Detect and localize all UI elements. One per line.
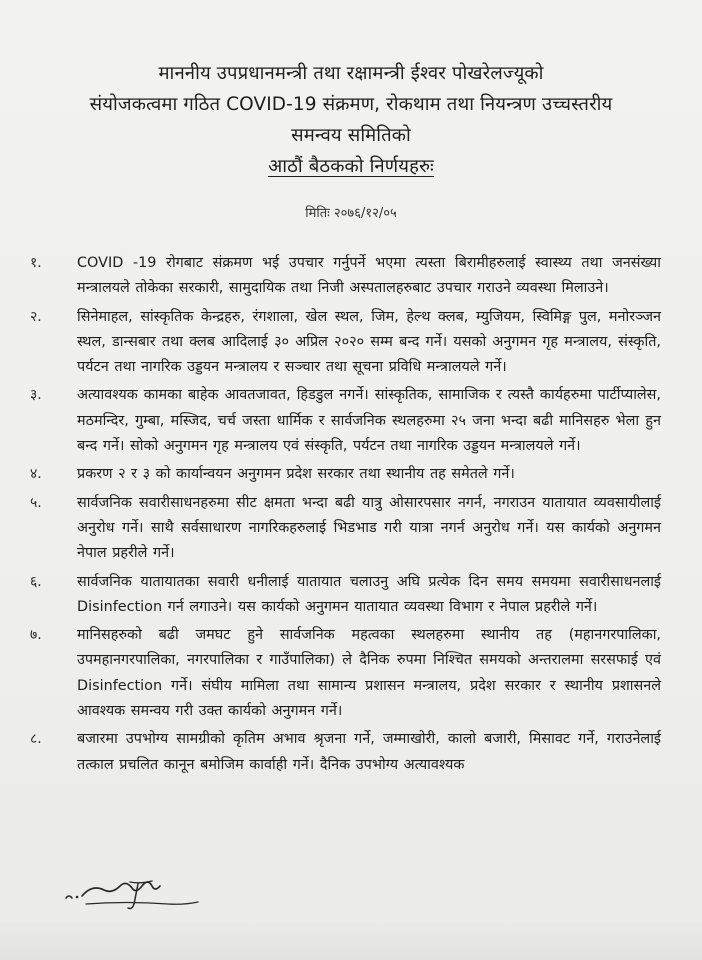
decision-number: ३. xyxy=(30,387,42,404)
decision-number: ६. xyxy=(30,573,42,590)
document-header xyxy=(0,58,702,182)
decision-text: अत्यावश्यक कामका बाहेक आवतजावत, हिडडुल नगर्ने। सांस्कृतिक, सामाजिक र त्यस्तै कार्यहरुमा पार्टीप्यालेस, मठमन्दिर, गुम्बा, मस्जिद, चर्च जस्ता धार्मिक र सार्वजनिक स्थलहरुमा २५ जना भन्दा बढी मानिसहरु भेला हुन बन्द गर्ने। सोको अनुगमन गृह मन्त्रालय एवं संस्कृति, पर्यटन तथा नागरिक उड्डयन मन्त्रालयले गर्ने। xyxy=(77,387,661,455)
document-date: मितिः २०७६/१२/०५ xyxy=(305,206,397,221)
decision-number: ७. xyxy=(30,627,42,644)
meeting-decisions-title: आठौं बैठकको निर्णयहरुः xyxy=(268,156,434,177)
paper-shadow xyxy=(0,920,702,960)
decision-item-2 xyxy=(0,305,702,381)
decision-text: बजारमा उपभोग्य सामग्रीको कृतिम अभाव श्रृजना गर्ने, जम्माखोरी, कालो बजारी, मिसावट गर्ने, गराउनेलाई तत्काल प्रचलित कानून बमोजिम कार्वाही गर्ने। दैनिक उपभोग्य अत्यावश्यक xyxy=(77,731,661,773)
decision-text: COVID -19 रोगबाट संक्रमण भई उपचार गर्नुपर्ने भएमा त्यस्ता बिरामीहरुलाई स्वास्थ्य तथा जनसंख्या मन्त्रालयले तोकेका सरकारी, सामुदायिक तथा निजी अस्पतालहरुबाट उपचार गराउने व्यवस्था मिलाउने। xyxy=(77,255,661,297)
decision-item-8 xyxy=(0,727,702,778)
decision-item-4 xyxy=(0,462,702,487)
decision-list xyxy=(0,251,702,781)
decision-number: १. xyxy=(30,255,42,271)
decision-text: प्रकरण २ र ३ को कार्यान्वयन अनुगमन प्रदेश सरकार तथा स्थानीय तह समेतले गर्ने। xyxy=(77,466,515,483)
decision-item-6 xyxy=(0,570,702,621)
handwritten-signature-icon xyxy=(62,876,212,910)
decision-number: २. xyxy=(30,308,42,325)
decision-number: ५. xyxy=(30,494,42,511)
decision-item-7 xyxy=(0,623,702,724)
decision-item-5 xyxy=(0,491,702,567)
decision-item-1 xyxy=(0,251,702,302)
decision-number: ८. xyxy=(30,731,42,748)
header-line-1: माननीय उपप्रधानमन्त्री तथा रक्षामन्त्री ईश्वर पोखरेलज्यूको xyxy=(158,63,544,84)
decision-number: ४. xyxy=(30,466,42,483)
header-line-3: समन्वय समितिको xyxy=(291,125,411,146)
decision-text: मानिसहरुको बढी जमघट हुने सार्वजनिक महत्वका स्थलहरुमा स्थानीय तह (महानगरपालिका, उपमहानगरपालिका, नगरपालिका र गाउँपालिका) ले दैनिक रुपमा निश्चित समयको अन्तरालमा सरसफाई एवं Disinfection गर्ने। संघीय मामिला तथा सामान्य प्रशासन मन्त्रालय, प्रदेश सरकार र स्थानीय प्रशासनले आवश्यक समन्वय गरी उक्त कार्यको अनुगमन गर्ने। xyxy=(77,627,661,720)
decision-text: सिनेमाहल, सांस्कृतिक केन्द्रहरु, रंगशाला, खेल स्थल, जिम, हेल्थ क्लब, म्युजियम, स्विमिङ्ग पुल, मनोरञ्जन स्थल, डान्सबार तथा क्लब आदिलाई ३० अप्रिल २०२० सम्म बन्द गर्ने। यसको अनुगमन गृह मन्त्रालय, संस्कृति, पर्यटन तथा नागरिक उड्डयन मन्त्रालय र सञ्चार तथा सूचना प्रविधि मन्त्रालयले गर्ने। xyxy=(77,308,661,376)
header-line-2: संयोजकत्वमा गठित COVID-19 संक्रमण, रोकथाम तथा नियन्त्रण उच्चस्तरीय xyxy=(89,94,613,115)
decision-text: सार्वजनिक सवारीसाधनहरुमा सीट क्षमता भन्दा बढी यात्रु ओसारपसार नगर्न, नगराउन यातायात व्यवसायीलाई अनुरोध गर्ने। साथै सर्वसाधारण नागरिकहरुलाई भिडभाड गरी यात्रा नगर्न अनुरोध गर्ने। यस कार्यको अनुगमन नेपाल प्रहरीले गर्ने। xyxy=(77,494,661,562)
header-line-4 xyxy=(0,151,702,182)
decision-item-3 xyxy=(0,383,702,459)
decision-text: सार्वजनिक यातायातका सवारी धनीलाई यातायात चलाउनु अघि प्रत्येक दिन समय समयमा सवारीसाधनलाई Disinfection गर्न लगाउने। यस कार्यको अनुगमन यातायात व्यवस्था विभाग र नेपाल प्रहरीले गर्ने। xyxy=(77,573,661,615)
